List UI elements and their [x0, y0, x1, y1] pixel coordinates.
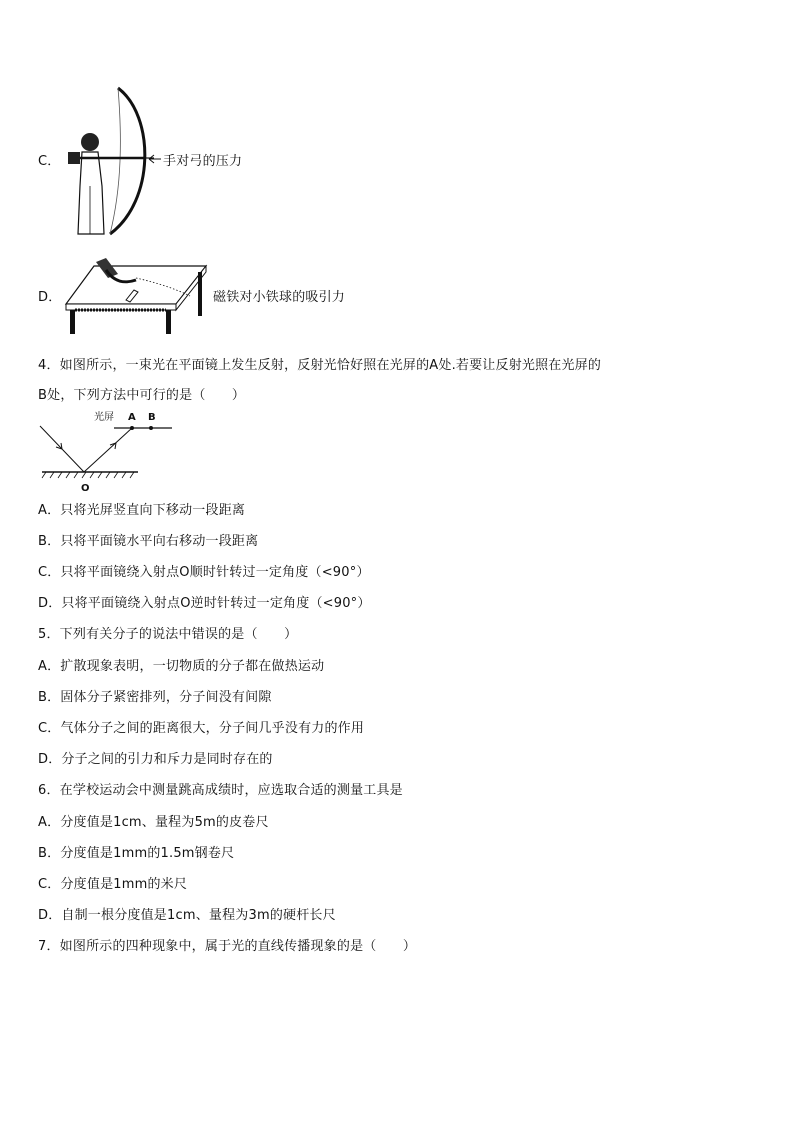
screen-label: 光屏	[94, 412, 114, 423]
option-d-letter: D．	[38, 290, 62, 305]
reflection-figure	[38, 406, 178, 494]
q6-option-a: A．分度值是1cm、量程为5m的皮卷尺	[38, 815, 269, 830]
option-d-caption: 磁铁对小铁球的吸引力	[213, 290, 346, 305]
q5-option-c: C．气体分子之间的距离很大，分子间几乎没有力的作用	[38, 721, 365, 736]
q5-option-a: A．扩散现象表明，一切物质的分子都在做热运动	[38, 659, 325, 674]
q6-option-d: D．自制一根分度值是1cm、量程为3m的硬杆长尺	[38, 908, 336, 923]
force-arrow-icon	[148, 153, 162, 165]
q4-stem-line2: B处，下列方法中可行的是（ ）	[38, 388, 246, 403]
q6-option-c: C．分度值是1mm的米尺	[38, 877, 188, 892]
point-o-label: O	[81, 483, 90, 494]
point-a-label: A	[128, 412, 136, 423]
q6-option-b: B．分度值是1mm的1.5m钢卷尺	[38, 846, 235, 861]
q5-option-b: B．固体分子紧密排列，分子间没有间隙	[38, 690, 272, 705]
q5-option-d: D．分子之间的引力和斥力是同时存在的	[38, 752, 273, 767]
q5-stem: 5．下列有关分子的说法中错误的是（ ）	[38, 627, 298, 642]
option-c-letter: C．	[38, 154, 61, 169]
q4-option-b: B．只将平面镜水平向右移动一段距离	[38, 534, 259, 549]
q4-option-d: D．只将平面镜绕入射点O逆时针转过一定角度（<90°）	[38, 596, 371, 611]
q4-stem-line1: 4．如图所示，一束光在平面镜上发生反射，反射光恰好照在光屏的A处.若要让反射光照在光屏的	[38, 358, 602, 373]
q7-stem: 7．如图所示的四种现象中，属于光的直线传播现象的是（ ）	[38, 939, 417, 954]
option-c-caption: 手对弓的压力	[163, 154, 243, 169]
magnet-table-figure	[64, 256, 208, 336]
q4-option-a: A．只将光屏竖直向下移动一段距离	[38, 503, 246, 518]
q4-option-c: C．只将平面镜绕入射点O顺时针转过一定角度（<90°）	[38, 565, 370, 580]
point-b-label: B	[148, 412, 156, 423]
q6-stem: 6．在学校运动会中测量跳高成绩时，应选取合适的测量工具是	[38, 783, 403, 798]
